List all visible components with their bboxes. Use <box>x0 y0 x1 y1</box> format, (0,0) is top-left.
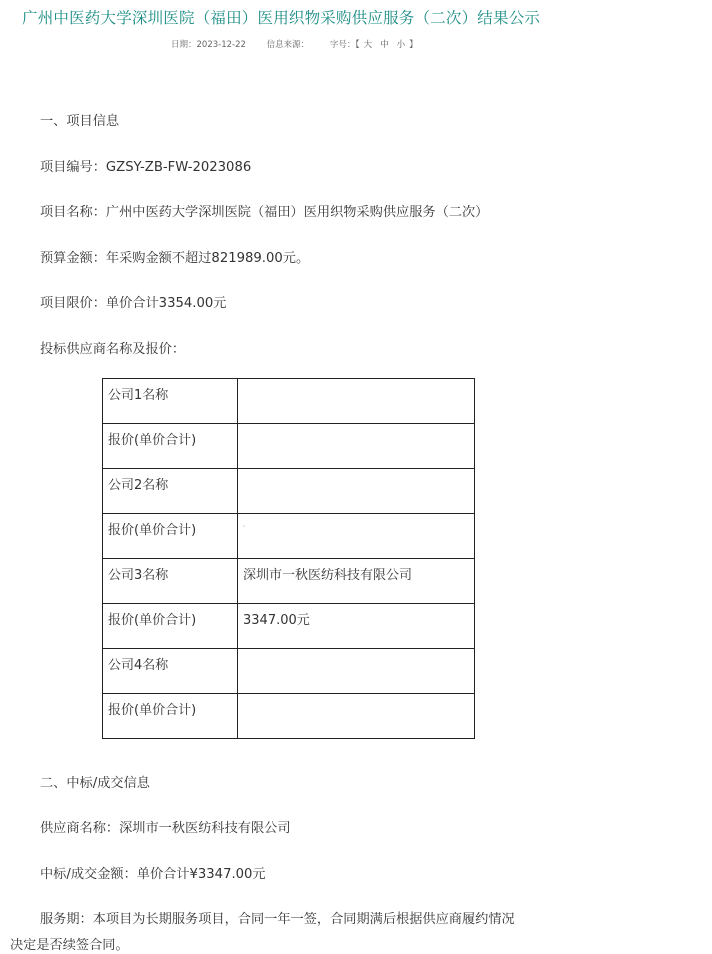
table-row <box>103 694 475 739</box>
winning-amount: 中标/成交金额：单价合计¥3347.00元 <box>40 867 266 882</box>
table-cell-label: 报价(单价合计) <box>103 514 238 559</box>
table-cell-value <box>238 694 475 739</box>
table-cell-label: 报价(单价合计) <box>103 604 238 649</box>
project-number: 项目编号：GZSY-ZB-FW-2023086 <box>40 160 252 175</box>
table-cell-label: 公司3名称 <box>103 559 238 604</box>
table-row <box>103 379 475 424</box>
table-row <box>103 604 475 649</box>
table-cell-label: 报价(单价合计) <box>103 694 238 739</box>
article-meta <box>171 38 436 50</box>
bid-table <box>102 378 475 739</box>
info-source: 信息来源： <box>266 40 310 50</box>
table-row <box>103 424 475 469</box>
font-medium-link[interactable]: 中 <box>380 40 389 50</box>
table-cell-label: 报价(单价合计) <box>103 424 238 469</box>
budget-amount: 预算金额：年采购金额不超过821989.00元。 <box>40 251 310 266</box>
project-name: 项目名称：广州中医药大学深圳医院（福田）医用织物采购供应服务（二次） <box>40 205 489 220</box>
section1-heading: 一、项目信息 <box>40 114 120 129</box>
table-cell-label: 公司1名称 <box>103 379 238 424</box>
table-cell-label: 公司2名称 <box>103 469 238 514</box>
section2-heading: 二、中标/成交信息 <box>40 776 150 791</box>
table-cell-value: 深圳市一秋医纺科技有限公司 <box>238 559 475 604</box>
publish-date: 日期：2023-12-22 <box>171 40 246 50</box>
table-cell-label: 公司4名称 <box>103 649 238 694</box>
table-cell-value <box>238 379 475 424</box>
table-cell-value <box>238 649 475 694</box>
price-limit: 项目限价：单价合计3354.00元 <box>40 296 227 311</box>
page-title: 广州中医药大学深圳医院（福田）医用织物采购供应服务（二次）结果公示 <box>22 9 541 27</box>
table-cell-value <box>238 469 475 514</box>
table-cell-value: 3347.00元 <box>238 604 475 649</box>
winning-supplier: 供应商名称：深圳市一秋医纺科技有限公司 <box>40 821 291 836</box>
font-small-link[interactable]: 小 <box>396 40 406 50</box>
table-cell-value: ' <box>238 514 475 559</box>
font-size-switcher <box>330 40 418 50</box>
table-row <box>103 649 475 694</box>
bidders-intro: 投标供应商名称及报价： <box>40 342 186 357</box>
table-row <box>103 514 475 559</box>
font-large-link[interactable]: 大 <box>363 40 373 50</box>
service-period-continued: 决定是否续签合同。 <box>10 938 129 953</box>
table-row <box>103 469 475 514</box>
table-row <box>103 559 475 604</box>
service-period: 服务期：本项目为长期服务项目，合同一年一签，合同期满后根据供应商履约情况 <box>40 912 515 927</box>
font-size-end: 】 <box>409 40 418 50</box>
font-size-label: 字号：【 <box>329 40 360 50</box>
table-cell-value <box>238 424 475 469</box>
